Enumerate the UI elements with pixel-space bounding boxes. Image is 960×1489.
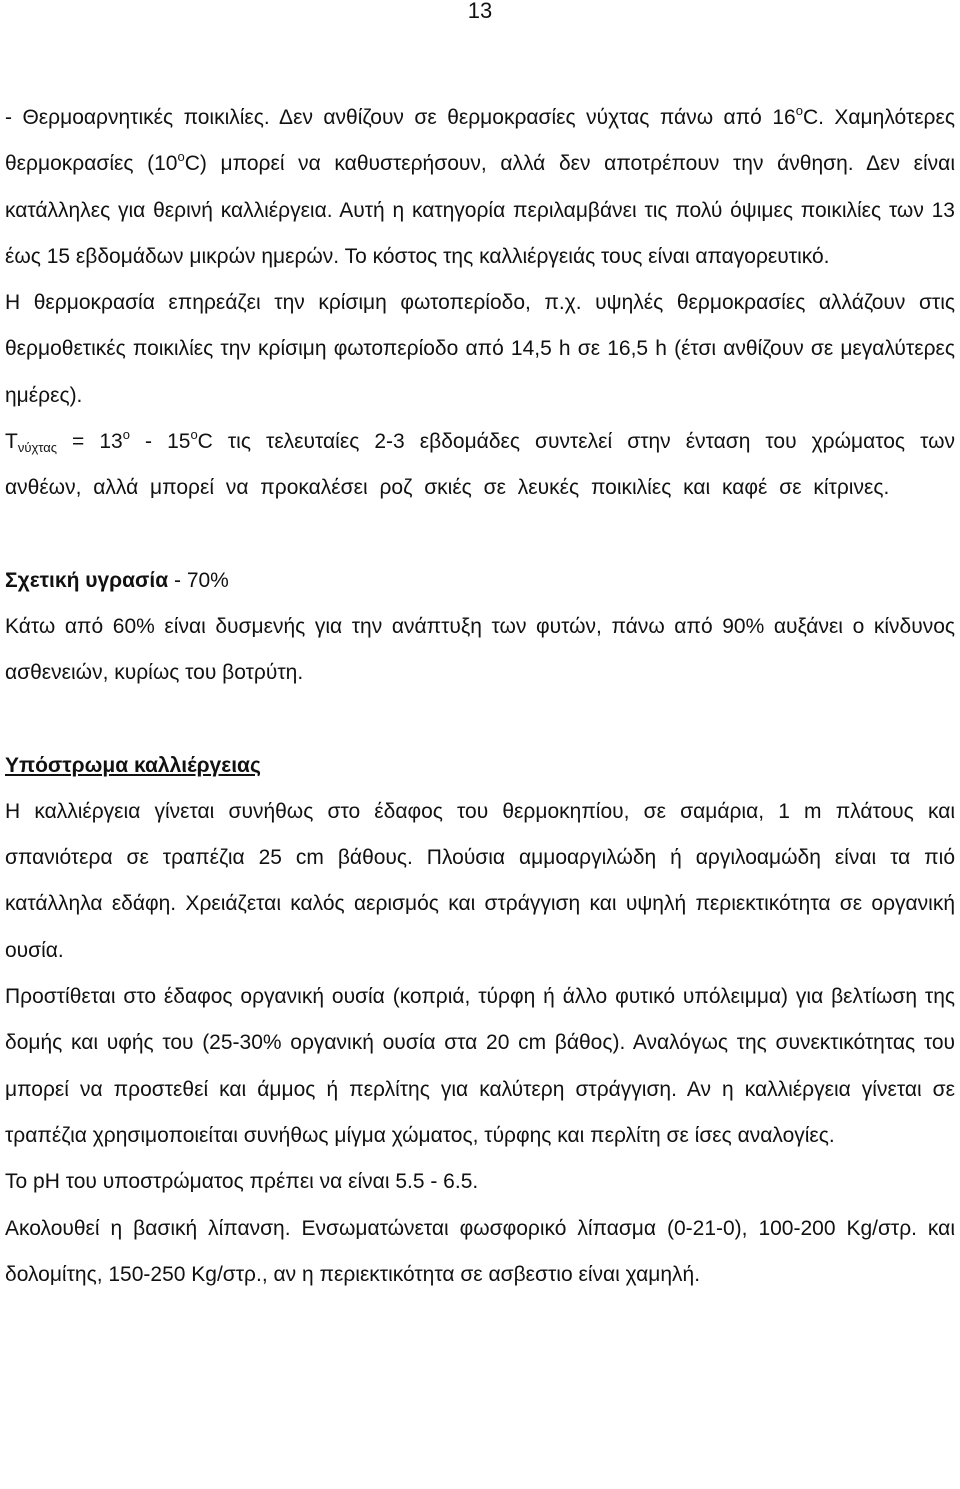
text-run: - Θερμοαρνητικές ποικιλίες. Δεν ανθίζουν σε θερμοκρασίες νύχτας πάνω από 16 <box>5 106 796 129</box>
night-subscript: νύχτας <box>17 440 57 456</box>
document-body <box>5 95 955 1298</box>
paragraph-photoperiod: Η θερμοκρασία επηρεάζει την κρίσιμη φωτοπερίοδο, π.χ. υψηλές θερμοκρασίες αλλάζουν στις θερμοθετικές ποικιλίες την κρίσιμη φωτοπερίοδο από 14,5 h σε 16,5 h (έτσι ανθίζουν σε μεγαλύτερες ημέρες). <box>5 291 955 407</box>
text-run: - 15 <box>129 430 191 454</box>
section-spacer <box>5 512 955 558</box>
humidity-heading: Σχετική υγρασία <box>5 568 169 592</box>
paragraph-substrate-organic: Προστίθεται στο έδαφος οργανική ουσία (κοπριά, τύρφη ή άλλο φυτικό υπόλειμμα) για βελτίωση της δομής και υφής του (25-30% οργανική ουσία στα 20 cm βάθος). Αναλόγως της συνεκτικότητας του μπορεί να προστεθεί και άμμος ή περλίτης για καλύτερη στράγγιση. Αν η καλλιέργεια γίνεται σε τραπέζια χρησιμοποιείται συνήθως μίγμα χώματος, τύρφης και περλίτη σε ίσες αναλογίες. <box>5 985 955 1147</box>
paragraph-substrate-fertilization: Ακολουθεί η βασική λίπανση. Ενσωματώνεται φωσφορικό λίπασμα (0-21-0), 100-200 Kg/στρ. και δολομίτης, 150-250 Kg/στρ., αν η περιεκτικότητα σε ασβεστιο είναι χαμηλή. <box>5 1216 955 1286</box>
text-run: C) μπορεί να καθυστερήσουν, αλλά δεν αποτρέπουν την άνθηση. Δεν είναι κατάλληλες για θερινή καλλιέργεια. Αυτή η κατηγορία περιλαμβάνει τις πολύ όψιμες ποικιλίες των 13 έως 15 εβδομάδων μικρών ημερών. Το κόστος της καλλιέργειάς τους είναι απαγορευτικό. <box>5 152 955 268</box>
text-run: = 13 <box>57 430 123 454</box>
degree-superscript: o <box>122 427 130 443</box>
paragraph-substrate-soil: Η καλλιέργεια γίνεται συνήθως στο έδαφος του θερμοκηπίου, σε σαμάρια, 1 m πλάτους και σπανιότερα σε τραπέζια 25 cm βάθους. Πλούσια αμμοαργιλώδη ή αργιλοαμώδη είναι τα πιό κατάλληλα εδάφη. Χρειάζεται καλός αερισμός και στράγγιση και υψηλή περιεκτικότητα σε οργανική ουσία. <box>5 799 955 962</box>
paragraph-night-temperature <box>5 419 955 512</box>
paragraph-humidity: Κάτω από 60% είναι δυσμενής για την ανάπτυξη των φυτών, πάνω από 90% αυξάνει ο κίνδυνος ασθενειών, κυρίως του βοτρύτη. <box>5 614 955 685</box>
paragraph-thermonegative <box>5 95 955 280</box>
degree-superscript: o <box>190 427 198 443</box>
text-run: T <box>5 430 18 454</box>
section-spacer <box>5 697 955 743</box>
humidity-heading-line <box>5 558 955 604</box>
text-run: C τις τελευταίες 2-3 εβδομάδες συντελεί στην ένταση του χρώματος των ανθέων, αλλά μπορεί να προκαλέσει ροζ σκιές σε λευκές ποικιλίες και καφέ σε κίτρινες. <box>5 430 955 500</box>
substrate-heading: Υπόστρωμα καλλιέργειας <box>5 753 261 777</box>
substrate-heading-line <box>5 743 955 789</box>
paragraph-substrate-ph: Το pH του υποστρώματος πρέπει να είναι 5.5 - 6.5. <box>5 1170 479 1194</box>
text-run: C. Χαμηλότερες θερμοκρασίες (10 <box>5 106 955 176</box>
page-number: 13 <box>467 0 493 23</box>
humidity-value: - 70% <box>168 568 229 592</box>
degree-superscript: o <box>177 149 185 165</box>
degree-superscript: o <box>795 103 803 118</box>
